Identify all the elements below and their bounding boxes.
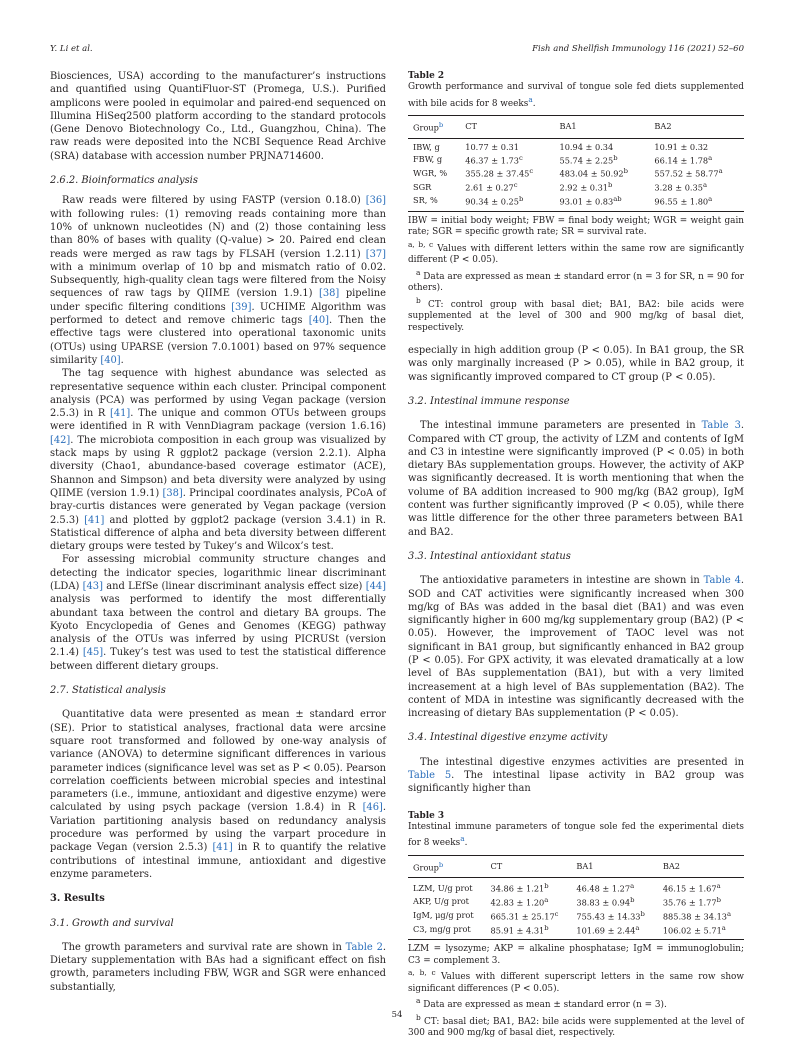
table-row: IBW, g 10.77 ± 0.31 10.94 ± 0.34 10.91 ± 0.32 [413,141,709,152]
paragraph-growth: The growth parameters and survival rate are shown in Table 2. Dietary supplementation with BAs had a significant effect on fish growth, parameters including FBW, WGR and SGR were enhanced substantially, [50,941,386,993]
section-3-3-title: 3.3. Intestinal antioxidant status [408,550,571,562]
paragraph-methods-continued: Biosciences, USA) according to the manufacturer’s instructions and quantified using QuantiFluor-ST (Promega, U.S.). Purified amplicons were pooled in equimolar and paired-end sequenced on Illumina HiSeq2500 platform according to the standard protocols (Gene Denovo Biotechnology Co., Ltd., Guangzhou, China). The raw reads were deposited into the NCBI Sequence Read Archive (SRA) database with accession number PRJNA714600. [50,71,386,162]
table-row: SR, % 90.34 ± 0.25$^b$ 93.01 ± 0.83$^{ab}$ 96.55 ± 1.80$^a$ [408,194,744,211]
citation-link[interactable]: Table 3 [701,420,741,432]
table-header-cell: BA1 [554,115,649,138]
citation-link[interactable]: [42] [50,434,71,446]
section-3-1-title: 3.1. Growth and survival [50,917,174,929]
paragraph-digestive: The intestinal digestive enzymes activities are presented in Table 5. The intestinal lipase activity in BA2 group was significantly higher than [408,756,744,795]
paragraph-bioinformatics-2: The tag sequence with highest abundance was selected as representative sequence within each cluster. Principal component analysis (PCA) was performed by using Vegan package (version 2.5.3) in R [41]. The unique and common OTUs between groups were identified in R with VennDiagram package (version 1.6.16) [42]. The microbiota composition in each group was visualized by stack maps by using R ggplot2 package (version 2.2.1). Alpha diversity (Chao1, abundance-based coverage estimator (ACE), Shannon and Simpson) and beta diversity were analyzed by using QIIME (version 1.9.1) [38]. Principal coordinates analysis, PCoA of bray-curtis distances were generated by Vegan package (version 2.5.3) [41] and plotted by ggplot2 package (version 3.4.1) in R. Statistical difference of alpha and beta diversity between different dietary groups were tested by Tukey’s and Wilcox’s test. [50,368,386,553]
citation-link[interactable]: [38] [319,288,340,300]
table-header-cell: BA2 [658,855,744,878]
paragraph-immune: The intestinal immune parameters are presented in Table 3. Compared with CT group, the activity of LZM and contents of IgM and C3 in intestine were significantly improved (P < 0.05) in both dietary BAs supplementation groups. However, the activity of AKP was significantly decreased. It is worth mentioning that when the volume of BA addition increased to 900 mg/kg (BA2 group), IgM content was further significantly improved (P < 0.05), while there was little difference for the other three parameters between BA1 and BA2. [408,420,744,538]
table-header-cell: CT [486,855,572,878]
table-2-footnotes: IBW = initial body weight; FBW = final body weight; WGR = weight gain rate; SGR = specific growth rate; SR = survival rate. $^{a, b, c}$ Values with different letters within the same row are significantly different (P < 0.05). $^a$ Data are expressed as mean ± standard error (n = 3 for SR, n = 90 for others). $^b$ CT: control group with basal diet; BA1, BA2: bile acids were supplemented at the level of 300 and 900 mg/kg of basal diet, respectively. [408,215,745,333]
table-header-cell: Group$^b$ [408,115,460,138]
table-row: LZM, U/g prot 34.86 ± 1.21$^b$ 46.48 ± 1.27$^a$ 46.15 ± 1.67$^a$ [413,882,721,895]
citation-link[interactable]: [37] [365,248,386,260]
table-row: IgM, μg/g prot 665.31 ± 25.17$^c$ 755.43 ± 14.33$^b$ 885.38 ± 34.13$^a$ [413,909,732,922]
paragraph-growth-continued: especially in high addition group (P < 0.05). In BA1 group, the SR was only marginally increased (P > 0.05), while in BA2 group, it was significantly improved compared to CT group (P < 0.05). [408,345,744,383]
table-2-label: Table 2 [408,71,444,81]
citation-link[interactable]: [36] [365,195,386,207]
table-row: AKP, U/g prot 42.83 ± 1.20$^a$ 38.83 ± 0.94$^b$ 35.76 ± 1.77$^b$ [413,896,721,908]
citation-link[interactable]: [44] [365,580,386,592]
table-2-caption: Growth performance and survival of tongue sole fed diets supplemented with bile acids for 8 weeks$^a$. [408,82,744,109]
paragraph-bioinformatics-1: Raw reads were filtered by using FASTP (version 0.18.0) [36] with following rules: (1) removing reads containing more than 10% of unknown nucleotides (N) and (2) those containing less than 80% of bases with quality (Q-value) > 20. Paired end clean reads were merged as raw tags by FLSAH (version 1.2.11) [37] with a minimum overlap of 10 bp and mismatch ratio of 0.02. Subsequently, high-quality clean tags were filtered from the Noisy sequences of raw tags by QIIME (version 1.9.1) [38] pipeline under specific filtering conditions [39]. UCHIME Algorithm was performed to detect and remove chimeric tags [40]. Then the effective tags were clustered into operational taxonomic units (OTUs) using UPARSE (version 7.0.1001) based on 97% sequence similarity [40]. [50,195,386,366]
section-3-2-title: 3.2. Intestinal immune response [408,395,570,407]
table-3-label: Table 3 [408,810,444,821]
citation-link[interactable]: Table 5 [408,770,452,782]
citation-link[interactable]: Table 2 [345,941,383,953]
citation-link[interactable]: [39] [231,301,252,313]
table-2 [408,115,744,212]
citation-link[interactable]: [41] [84,514,105,526]
section-3-4-title: 3.4. Intestinal digestive enzyme activity [408,732,608,744]
table-3 [408,855,744,941]
citation-link[interactable]: [41] [212,842,233,854]
table-header-cell: CT [460,115,554,138]
right-column [408,70,744,1040]
table-row: FBW, g 46.37 ± 1.73$^c$ 55.74 ± 2.25$^b$ 66.14 ± 1.78$^a$ [413,153,713,166]
table-header-cell: Group$^b$ [408,855,486,878]
table-row: SGR 2.61 ± 0.27$^c$ 2.92 ± 0.31$^b$ 3.28 ± 0.35$^a$ [413,181,708,193]
citation-link[interactable]: [46] [362,802,383,814]
section-2-7-title: 2.7. Statistical analysis [50,685,166,697]
table-3-footnotes: LZM = lysozyme; AKP = alkaline phosphatase; IgM = immunoglobulin; C3 = complement 3. $^{a, b, c}$ Values with different superscript letters in the same row show significant differences (P < 0.05). $^a$ Data are expressed as mean ± standard error (n = 3). $^b$ CT: basal diet; BA1, BA2: bile acids were supplemented at the level of 300 and 900 mg/kg of basal diet, respectively. [408,944,744,1039]
paragraph-bioinformatics-3: For assessing microbial community structure changes and detecting the indicator species, logarithmic linear discriminant (LDA) [43] and LEfSe (linear discriminant analysis effect size) [44] analysis was performed to identify the most differentially abundant taxa between the control and dietary BA groups. The Kyoto Encyclopedia of Genes and Genomes (KEGG) pathway analysis of the OTUs was inferred by using PICRUSt (version 2.1.4) [45]. Tukey’s test was used to test the statistical difference between different dietary groups. [50,554,386,672]
table-header-cell: BA2 [649,115,744,138]
running-header-authors: Y. Li et al. [50,44,93,54]
citation-link[interactable]: [43] [82,580,103,592]
citation-link[interactable]: [45] [82,647,104,659]
table-row: WGR, % 355.28 ± 37.45$^c$ 483.04 ± 50.92$^b$ 557.52 ± 58.77$^a$ [413,167,723,180]
page-number: 54 [391,1010,403,1020]
citation-link[interactable]: [40] [100,354,121,366]
paragraph-statistics: Quantitative data were presented as mean ± standard error (SE). Prior to statistical analyses, fractional data were arcsine square root transformed and followed by one-way analysis of variance (ANOVA) to determine significant differences in various parameter indices (significance level was set as P < 0.05). Pearson correlation coefficients between microbial species and intestinal parameters (i.e., immune, antioxidant and digestive enzyme) were calculated by using psych package (version 1.8.4) in R [46]. Variation partitioning analysis based on redundancy analysis procedure was performed by using the varpart procedure in package Vegan (version 2.5.3) [41] in R to quantify the relative contributions of intestinal immune, antioxidant and digestive enzyme parameters. [50,709,386,880]
citation-link[interactable]: Table 4 [703,575,741,587]
table-row: C3, mg/g prot 85.91 ± 4.31$^b$ 101.69 ± 2.44$^a$ 106.02 ± 5.71$^a$ [408,923,744,940]
section-2-6-2-title: 2.6.2. Bioinformatics analysis [50,175,198,187]
citation-link[interactable]: [40] [308,315,330,327]
table-header-cell: BA1 [571,855,657,878]
left-column [50,70,386,994]
section-3-title: 3. Results [50,893,105,905]
citation-link[interactable]: [41] [110,408,131,420]
table-3-caption: Intestinal immune parameters of tongue sole fed the experimental diets for 8 weeks$^a$. [408,821,744,849]
citation-link[interactable]: [38] [162,487,183,499]
running-header-journal: Fish and Shellfish Immunology 116 (2021) 52–60 [532,44,744,54]
paragraph-antioxidant: The antioxidative parameters in intestine are shown in Table 4. SOD and CAT activities were significantly increased when 300 mg/kg of BAs was added in the basal diet (BA1) and was even significantly higher in 600 mg/kg supplementary group (BA2) (P < 0.05). However, the improvement of TAOC level was not significant in BA1 group, but significantly enhanced in BA2 group (P < 0.05). For GPX activity, it was elevated dramatically at a low level of BAs supplementation (BA1), but with a very limited increasement at a high level of BAs supplementation (BA2). The content of MDA in intestine was significantly decreased with the increasing of dietary BAs supplementation (P < 0.05). [408,575,745,720]
